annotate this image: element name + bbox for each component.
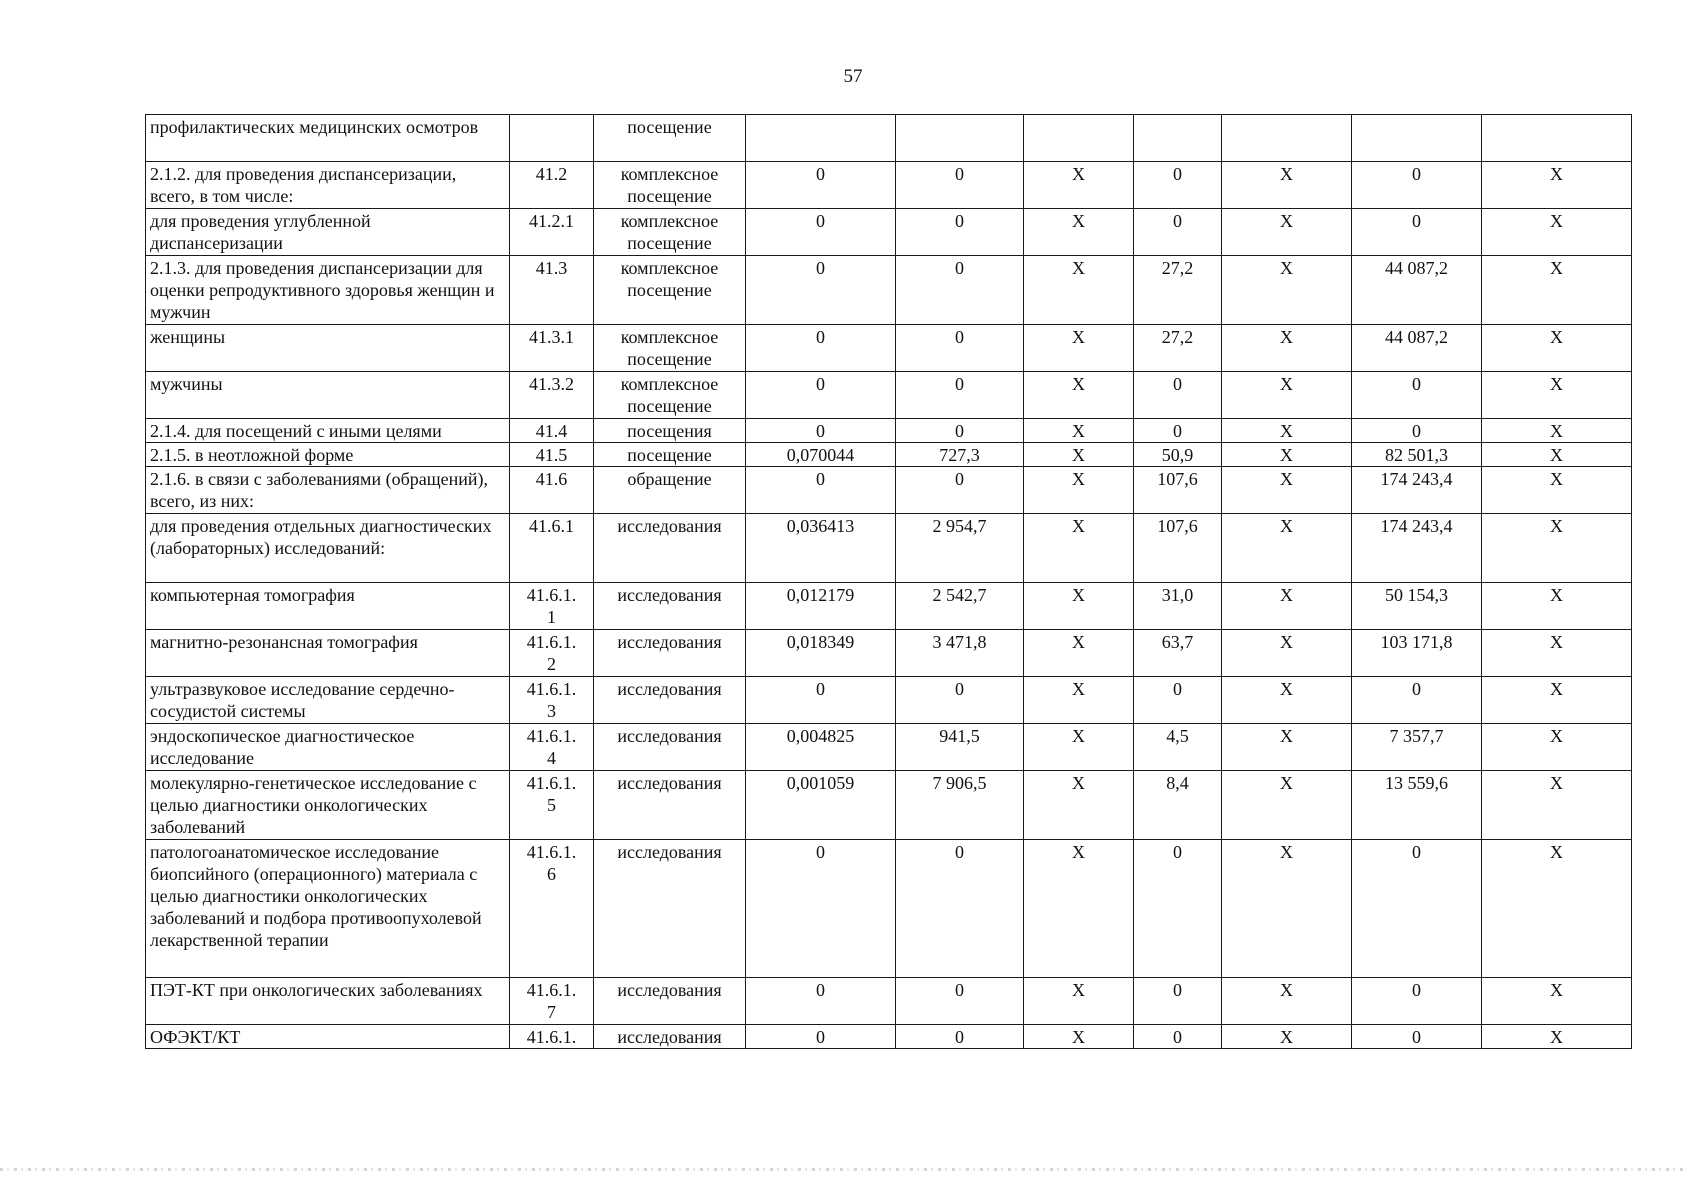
row-value-cell: X — [1024, 771, 1134, 840]
row-value-cell: X — [1024, 162, 1134, 209]
row-value-cell: X — [1024, 978, 1134, 1025]
row-code-line: 41.3.2 — [529, 374, 574, 394]
table-row — [146, 256, 1632, 325]
row-value-cell: 0 — [1352, 419, 1482, 443]
row-value-cell: 0 — [896, 325, 1024, 372]
table-row — [146, 583, 1632, 630]
row-value-cell: X — [1024, 583, 1134, 630]
row-value-cell: 0 — [1352, 840, 1482, 978]
row-name-cell: 2.1.6. в связи с заболеваниями (обращений), всего, из них: — [146, 467, 510, 514]
row-value-cell: X — [1482, 840, 1632, 978]
row-value-cell: 44 087,2 — [1352, 325, 1482, 372]
row-value-cell: 0 — [1134, 978, 1222, 1025]
row-value-cell: 0 — [746, 256, 896, 325]
row-value-cell: 0 — [1134, 209, 1222, 256]
row-value-cell: 7 906,5 — [896, 771, 1024, 840]
row-value-cell: 0 — [896, 1025, 1024, 1049]
row-value-cell — [1482, 115, 1632, 162]
row-unit-cell: комплексное посещение — [594, 209, 746, 256]
row-value-cell: 0 — [896, 419, 1024, 443]
row-value-cell: X — [1024, 840, 1134, 978]
row-unit-cell: исследования — [594, 677, 746, 724]
row-unit-cell: комплексное посещение — [594, 162, 746, 209]
row-name-cell: 2.1.3. для проведения диспансеризации для оценки репродуктивного здоровья женщин и мужчин — [146, 256, 510, 325]
row-value-cell: X — [1222, 256, 1352, 325]
row-value-cell: X — [1482, 443, 1632, 467]
scan-artifact-line — [0, 1168, 1686, 1171]
row-name-cell: ПЭТ-КТ при онкологических заболеваниях — [146, 978, 510, 1025]
row-code-line: 41.2.1 — [529, 211, 574, 231]
row-value-cell: 2 954,7 — [896, 514, 1024, 583]
row-code-line: 41.6.1. — [526, 842, 577, 862]
table-row — [146, 840, 1632, 978]
row-unit-cell: исследования — [594, 514, 746, 583]
row-value-cell: 0 — [896, 467, 1024, 514]
row-code-line: 4 — [547, 748, 556, 768]
row-value-cell: 0 — [746, 162, 896, 209]
row-value-cell: 50 154,3 — [1352, 583, 1482, 630]
table-row — [146, 467, 1632, 514]
row-value-cell: 941,5 — [896, 724, 1024, 771]
row-value-cell: 0 — [1134, 419, 1222, 443]
table-row — [146, 677, 1632, 724]
row-code-cell — [510, 583, 594, 630]
row-value-cell: 0 — [746, 209, 896, 256]
row-code-cell — [510, 443, 594, 467]
row-code-cell — [510, 514, 594, 583]
row-value-cell: 0 — [896, 256, 1024, 325]
row-code-line: 41.6 — [535, 469, 568, 489]
row-value-cell: 27,2 — [1134, 325, 1222, 372]
row-value-cell: 0,012179 — [746, 583, 896, 630]
row-value-cell: 0 — [746, 978, 896, 1025]
row-code-line: 41.6.1. — [526, 632, 577, 652]
row-value-cell: 0,018349 — [746, 630, 896, 677]
row-value-cell: X — [1222, 325, 1352, 372]
row-value-cell: X — [1024, 630, 1134, 677]
row-unit-cell: исследования — [594, 1025, 746, 1049]
row-name-cell: 2.1.5. в неотложной форме — [146, 443, 510, 467]
row-value-cell: 63,7 — [1134, 630, 1222, 677]
row-value-cell — [1024, 115, 1134, 162]
row-code-line: 41.6.1. — [526, 726, 577, 746]
row-value-cell: 3 471,8 — [896, 630, 1024, 677]
row-unit-cell: исследования — [594, 630, 746, 677]
row-name-cell: компьютерная томография — [146, 583, 510, 630]
row-value-cell: X — [1482, 162, 1632, 209]
row-code-cell — [510, 840, 594, 978]
row-value-cell: X — [1222, 419, 1352, 443]
row-code-line: 41.5 — [535, 445, 568, 465]
row-value-cell: X — [1482, 677, 1632, 724]
row-code-cell — [510, 771, 594, 840]
row-value-cell: 0 — [1352, 978, 1482, 1025]
row-value-cell: X — [1222, 771, 1352, 840]
row-name-cell: магнитно-резонансная томография — [146, 630, 510, 677]
row-value-cell: 0 — [746, 1025, 896, 1049]
row-value-cell: X — [1482, 372, 1632, 419]
table-row — [146, 514, 1632, 583]
row-value-cell: 0 — [1134, 372, 1222, 419]
row-code-line: 41.6.1. — [526, 679, 577, 699]
row-value-cell: X — [1222, 372, 1352, 419]
row-code-line: 41.4 — [535, 421, 568, 441]
row-code-line: 41.6.1. — [526, 980, 577, 1000]
row-code-cell — [510, 467, 594, 514]
row-value-cell: X — [1222, 443, 1352, 467]
row-code-cell — [510, 162, 594, 209]
row-value-cell: 0 — [1352, 162, 1482, 209]
row-name-cell: патологоанатомическое исследование биопсийного (операционного) материала с целью диагностики онкологических заболеваний и подбора противоопухолевой лекарственной терапии — [146, 840, 510, 978]
row-code-line: 6 — [547, 864, 556, 884]
row-value-cell: 0 — [746, 372, 896, 419]
row-code-line: 1 — [547, 607, 556, 627]
row-code-cell — [510, 978, 594, 1025]
row-value-cell: X — [1482, 209, 1632, 256]
row-value-cell: 0 — [896, 209, 1024, 256]
row-code-line: 3 — [547, 701, 556, 721]
row-code-cell — [510, 419, 594, 443]
row-value-cell: 8,4 — [1134, 771, 1222, 840]
row-code-cell — [510, 630, 594, 677]
row-value-cell: X — [1482, 978, 1632, 1025]
row-value-cell: X — [1222, 1025, 1352, 1049]
table-row — [146, 978, 1632, 1025]
row-unit-cell: посещения — [594, 419, 746, 443]
row-value-cell — [896, 115, 1024, 162]
row-code-cell — [510, 1025, 594, 1049]
row-value-cell: X — [1222, 514, 1352, 583]
row-value-cell: X — [1482, 325, 1632, 372]
row-unit-cell: исследования — [594, 978, 746, 1025]
row-value-cell: 103 171,8 — [1352, 630, 1482, 677]
row-value-cell: 0 — [1352, 209, 1482, 256]
row-name-cell: 2.1.4. для посещений с иными целями — [146, 419, 510, 443]
row-value-cell: 0 — [1134, 1025, 1222, 1049]
row-value-cell: X — [1222, 162, 1352, 209]
row-value-cell: 0 — [746, 325, 896, 372]
row-name-cell: мужчины — [146, 372, 510, 419]
row-value-cell: 50,9 — [1134, 443, 1222, 467]
row-name-cell: молекулярно-генетическое исследование с целью диагностики онкологических заболеваний — [146, 771, 510, 840]
row-value-cell: X — [1482, 467, 1632, 514]
row-value-cell — [1134, 115, 1222, 162]
row-value-cell: X — [1024, 677, 1134, 724]
row-name-cell: 2.1.2. для проведения диспансеризации, всего, в том числе: — [146, 162, 510, 209]
row-name-cell: эндоскопическое диагностическое исследование — [146, 724, 510, 771]
row-code-line: 41.6.1. — [526, 773, 577, 793]
row-name-cell: для проведения отдельных диагностических (лабораторных) исследований: — [146, 514, 510, 583]
table-body — [146, 115, 1632, 1049]
tariff-table — [145, 114, 1632, 1049]
row-value-cell: 44 087,2 — [1352, 256, 1482, 325]
table-row — [146, 419, 1632, 443]
row-value-cell: X — [1222, 209, 1352, 256]
row-name-cell: ультразвуковое исследование сердечно-сосудистой системы — [146, 677, 510, 724]
row-code-line: 41.3 — [535, 258, 568, 278]
row-value-cell: X — [1222, 724, 1352, 771]
row-code-line: 5 — [547, 795, 556, 815]
row-value-cell — [746, 115, 896, 162]
row-value-cell: X — [1222, 583, 1352, 630]
row-unit-cell: исследования — [594, 724, 746, 771]
row-unit-cell: посещение — [594, 115, 746, 162]
page-number: 57 — [843, 66, 863, 87]
row-value-cell: 727,3 — [896, 443, 1024, 467]
row-value-cell: 0,001059 — [746, 771, 896, 840]
row-value-cell: X — [1222, 467, 1352, 514]
row-value-cell: X — [1024, 325, 1134, 372]
row-value-cell: 82 501,3 — [1352, 443, 1482, 467]
row-code-line: 41.6.1. — [526, 1027, 577, 1047]
table-row — [146, 115, 1632, 162]
row-value-cell: X — [1222, 677, 1352, 724]
row-value-cell: 0 — [746, 677, 896, 724]
row-value-cell: 13 559,6 — [1352, 771, 1482, 840]
row-value-cell: X — [1024, 1025, 1134, 1049]
row-name-cell: профилактических медицинских осмотров — [146, 115, 510, 162]
row-value-cell: 2 542,7 — [896, 583, 1024, 630]
row-value-cell: X — [1024, 467, 1134, 514]
row-value-cell: 0 — [746, 419, 896, 443]
row-code-cell — [510, 256, 594, 325]
row-code-line: 41.3.1 — [529, 327, 574, 347]
row-code-cell — [510, 372, 594, 419]
row-unit-cell: комплексное посещение — [594, 325, 746, 372]
row-value-cell: 0,070044 — [746, 443, 896, 467]
row-value-cell: 4,5 — [1134, 724, 1222, 771]
table-row — [146, 325, 1632, 372]
row-value-cell: 0 — [1352, 372, 1482, 419]
row-value-cell: 27,2 — [1134, 256, 1222, 325]
table-row — [146, 630, 1632, 677]
row-value-cell: 0 — [1134, 840, 1222, 978]
table-row — [146, 771, 1632, 840]
table-row — [146, 162, 1632, 209]
row-value-cell — [1222, 115, 1352, 162]
row-code-line: 41.2 — [535, 164, 568, 184]
row-value-cell: 0,036413 — [746, 514, 896, 583]
row-value-cell: X — [1024, 256, 1134, 325]
row-value-cell: X — [1024, 209, 1134, 256]
row-value-cell: X — [1024, 724, 1134, 771]
row-code-cell — [510, 325, 594, 372]
table-row — [146, 724, 1632, 771]
row-value-cell: 0 — [746, 467, 896, 514]
row-value-cell: X — [1482, 771, 1632, 840]
row-value-cell: 7 357,7 — [1352, 724, 1482, 771]
row-value-cell: 0 — [1134, 162, 1222, 209]
table-row — [146, 209, 1632, 256]
row-value-cell: 31,0 — [1134, 583, 1222, 630]
row-value-cell: X — [1482, 514, 1632, 583]
row-code-cell — [510, 115, 594, 162]
row-value-cell: 0 — [896, 978, 1024, 1025]
row-value-cell: X — [1024, 372, 1134, 419]
row-value-cell: X — [1222, 630, 1352, 677]
row-value-cell: 0,004825 — [746, 724, 896, 771]
row-value-cell: 107,6 — [1134, 467, 1222, 514]
table-row — [146, 443, 1632, 467]
row-code-line: 41.6.1. — [526, 585, 577, 605]
row-name-cell: ОФЭКТ/КТ — [146, 1025, 510, 1049]
row-code-line: 41.6.1 — [529, 516, 574, 536]
row-value-cell: 0 — [746, 840, 896, 978]
row-unit-cell: исследования — [594, 771, 746, 840]
row-value-cell: X — [1024, 443, 1134, 467]
row-value-cell: 0 — [1352, 1025, 1482, 1049]
row-unit-cell: комплексное посещение — [594, 372, 746, 419]
row-value-cell: X — [1482, 419, 1632, 443]
row-value-cell: 174 243,4 — [1352, 514, 1482, 583]
row-value-cell: 0 — [896, 162, 1024, 209]
row-value-cell: 0 — [896, 677, 1024, 724]
row-code-cell — [510, 724, 594, 771]
row-name-cell: для проведения углубленной диспансеризации — [146, 209, 510, 256]
row-value-cell: 174 243,4 — [1352, 467, 1482, 514]
table-row — [146, 372, 1632, 419]
row-code-line: 2 — [547, 654, 556, 674]
row-value-cell: X — [1482, 256, 1632, 325]
row-value-cell: X — [1222, 978, 1352, 1025]
row-name-cell: женщины — [146, 325, 510, 372]
row-value-cell: X — [1024, 514, 1134, 583]
row-unit-cell: обращение — [594, 467, 746, 514]
table-row — [146, 1025, 1632, 1049]
row-unit-cell: исследования — [594, 840, 746, 978]
row-value-cell: 0 — [1134, 677, 1222, 724]
row-value-cell: X — [1222, 840, 1352, 978]
row-value-cell: X — [1482, 583, 1632, 630]
row-value-cell: X — [1482, 630, 1632, 677]
row-value-cell: 0 — [896, 840, 1024, 978]
row-unit-cell: исследования — [594, 583, 746, 630]
row-value-cell: X — [1024, 419, 1134, 443]
row-value-cell: 107,6 — [1134, 514, 1222, 583]
row-code-cell — [510, 677, 594, 724]
row-unit-cell: комплексное посещение — [594, 256, 746, 325]
row-code-line: 7 — [547, 1002, 556, 1022]
row-code-cell — [510, 209, 594, 256]
row-value-cell: 0 — [896, 372, 1024, 419]
row-unit-cell: посещение — [594, 443, 746, 467]
row-value-cell — [1352, 115, 1482, 162]
row-value-cell: X — [1482, 724, 1632, 771]
row-value-cell: 0 — [1352, 677, 1482, 724]
row-value-cell: X — [1482, 1025, 1632, 1049]
